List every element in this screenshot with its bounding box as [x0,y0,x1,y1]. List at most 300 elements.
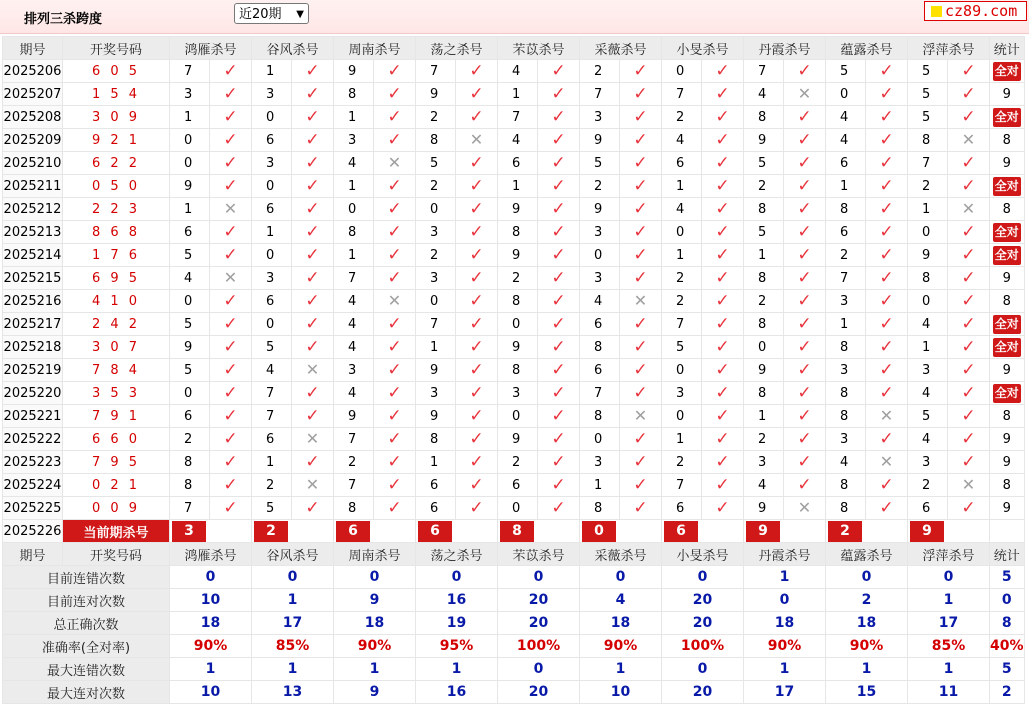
stat-count: 9 [1002,155,1011,171]
table-row [3,382,1025,405]
draw-number: 6 2 2 [63,152,170,175]
kill-value: 4 [580,290,620,313]
kill-value: 7 [252,382,292,405]
check-icon: ✓ [469,382,484,403]
check-icon: ✓ [797,152,812,173]
kill-value: 9 [416,83,456,106]
kill-value: 6 [252,198,292,221]
current-kill [662,520,744,543]
result-mark [620,451,662,474]
check-icon: ✓ [961,152,976,173]
kill-value: 6 [252,129,292,152]
stat-count: 8 [1002,201,1011,217]
result-mark [210,405,252,428]
kill-value: 2 [908,175,948,198]
result-mark [702,267,744,290]
table-row [3,497,1025,520]
result-mark [538,198,580,221]
kill-value: 3 [170,83,210,106]
result-mark [538,382,580,405]
stats-value: 16 [416,589,498,612]
stats-value: 85% [908,635,990,658]
stats-value: 1 [334,658,416,681]
kill-value: 4 [908,382,948,405]
kill-value: 4 [826,106,866,129]
check-icon: ✓ [961,336,976,357]
stats-label: 目前连错次数 [3,566,170,589]
check-icon: ✓ [797,474,812,495]
stats-value: 18 [580,612,662,635]
kill-value: 7 [580,382,620,405]
check-icon: ✓ [715,152,730,173]
issue-number: 2025223 [3,451,63,474]
check-icon: ✓ [879,267,894,288]
kill-value: 1 [416,336,456,359]
check-icon: ✓ [633,129,648,150]
result-mark [784,382,826,405]
check-icon: ✓ [305,83,320,104]
check-icon: ✓ [797,428,812,449]
kill-value: 5 [252,336,292,359]
stats-value: 0 [908,566,990,589]
stats-value: 1 [252,589,334,612]
kill-value: 3 [580,267,620,290]
stats-value: 1 [416,658,498,681]
kill-value: 0 [170,129,210,152]
row-stat [990,497,1025,520]
header-col-1: 开奖号码 [63,37,170,60]
kill-value: 5 [416,152,456,175]
result-mark [702,221,744,244]
check-icon: ✓ [387,451,402,472]
check-icon: ✓ [961,405,976,426]
check-icon: ✓ [715,382,730,403]
kill-value: 3 [580,451,620,474]
result-mark [620,221,662,244]
result-mark [784,198,826,221]
result-mark [210,221,252,244]
current-kill [826,520,908,543]
check-icon: ✓ [961,244,976,265]
check-icon: ✓ [469,451,484,472]
header2-col-8: 小旻杀号 [662,543,744,566]
kill-value: 8 [498,290,538,313]
check-icon: ✓ [305,290,320,311]
kill-value: 3 [662,382,702,405]
result-mark [210,267,252,290]
result-mark [784,451,826,474]
kill-value: 1 [662,175,702,198]
header-col-11: 浮萍杀号 [908,37,990,60]
all-correct-badge: 全对 [993,223,1021,242]
check-icon: ✓ [551,405,566,426]
kill-value: 7 [334,474,374,497]
header-col-6: 芣苡杀号 [498,37,580,60]
kill-value: 8 [744,313,784,336]
kill-value: 2 [662,267,702,290]
check-icon: ✓ [551,336,566,357]
kill-value: 7 [662,83,702,106]
result-mark [866,221,908,244]
check-icon: ✓ [879,152,894,173]
logo-square-icon [931,6,942,17]
stats-value: 20 [498,589,580,612]
header2-col-0: 期号 [3,543,63,566]
table-row [3,175,1025,198]
kill-value: 1 [252,221,292,244]
result-mark [456,175,498,198]
draw-number: 7 8 4 [63,359,170,382]
kill-value: 7 [662,474,702,497]
stats-value: 90% [334,635,416,658]
header2-col-10: 蕴露杀号 [826,543,908,566]
result-mark [948,60,990,83]
kill-value: 8 [826,474,866,497]
result-mark [456,221,498,244]
check-icon: ✓ [305,129,320,150]
row-stat [990,221,1025,244]
check-icon: ✓ [223,497,238,518]
result-mark [620,244,662,267]
stats-value: 95% [416,635,498,658]
result-mark [702,83,744,106]
draw-number: 6 6 0 [63,428,170,451]
issue-number: 2025206 [3,60,63,83]
row-stat [990,152,1025,175]
result-mark [538,221,580,244]
header2-col-2: 鸿雁杀号 [170,543,252,566]
table-row [3,60,1025,83]
check-icon: ✓ [879,129,894,150]
row-stat [990,451,1025,474]
stats-value: 1 [580,658,662,681]
kill-value: 8 [908,267,948,290]
kill-value: 6 [662,152,702,175]
kill-value: 4 [662,198,702,221]
result-mark [374,336,416,359]
check-icon: ✓ [469,221,484,242]
check-icon: ✓ [387,83,402,104]
kill-value: 2 [744,428,784,451]
stats-value: 1 [826,658,908,681]
issue-number: 2025219 [3,359,63,382]
current-kill [252,520,334,543]
stats-value: 1 [744,566,826,589]
kill-value: 2 [744,290,784,313]
result-mark [784,221,826,244]
header2-col-7: 采薇杀号 [580,543,662,566]
table-row [3,336,1025,359]
check-icon: ✓ [961,313,976,334]
check-icon: ✓ [223,290,238,311]
result-mark [456,382,498,405]
kill-value: 2 [662,290,702,313]
current-kill-value: 0 [582,521,616,542]
header2-col-3: 谷风杀号 [252,543,334,566]
kill-value: 4 [662,129,702,152]
top-bar [0,0,1029,34]
result-mark [374,359,416,382]
cross-icon: ✕ [961,129,976,149]
result-mark [620,313,662,336]
result-mark [784,359,826,382]
stats-row [3,612,1025,635]
kill-value: 8 [416,129,456,152]
kill-value: 4 [826,129,866,152]
kill-value: 6 [252,428,292,451]
stats-value: 90% [826,635,908,658]
current-row [3,520,1025,543]
kill-value: 2 [416,106,456,129]
row-stat [990,83,1025,106]
result-mark [292,83,334,106]
check-icon: ✓ [223,152,238,173]
kill-value: 1 [170,106,210,129]
header-col-10: 蕴露杀号 [826,37,908,60]
draw-number: 7 9 5 [63,451,170,474]
kill-value: 1 [744,244,784,267]
result-mark [456,359,498,382]
check-icon: ✓ [387,336,402,357]
table-row [3,474,1025,497]
cross-icon: ✕ [633,405,648,425]
kill-value: 7 [170,60,210,83]
check-icon: ✓ [551,198,566,219]
check-icon: ✓ [715,336,730,357]
check-icon: ✓ [797,106,812,127]
check-icon: ✓ [387,60,402,81]
stats-value: 16 [416,681,498,704]
page-title: 排列三杀跨度 [24,12,103,27]
kill-value: 9 [908,244,948,267]
kill-value: 8 [744,106,784,129]
check-icon: ✓ [715,60,730,81]
result-mark [210,428,252,451]
stats-label: 目前连对次数 [3,589,170,612]
stats-value: 17 [252,612,334,635]
kill-value: 3 [416,221,456,244]
kill-value: 5 [662,336,702,359]
check-icon: ✓ [469,428,484,449]
check-icon: ✓ [305,175,320,196]
stats-value: 18 [170,612,252,635]
check-icon: ✓ [879,244,894,265]
result-mark [538,60,580,83]
kill-value: 8 [170,474,210,497]
check-icon: ✓ [223,382,238,403]
table-row [3,267,1025,290]
check-icon: ✓ [715,428,730,449]
all-correct-badge: 全对 [993,108,1021,127]
check-icon: ✓ [551,244,566,265]
table-row [3,83,1025,106]
result-mark [538,244,580,267]
row-stat [990,382,1025,405]
kill-value: 0 [252,175,292,198]
kill-value: 7 [416,313,456,336]
stats-value: 19 [416,612,498,635]
header2-col-12: 统计 [990,543,1025,566]
draw-number: 3 5 3 [63,382,170,405]
check-icon: ✓ [633,359,648,380]
current-kill-value: 9 [746,521,780,542]
result-mark [620,474,662,497]
check-icon: ✓ [879,221,894,242]
result-mark [702,175,744,198]
kill-value: 4 [334,336,374,359]
kill-value: 9 [498,428,538,451]
kill-value: 8 [826,198,866,221]
kill-value: 3 [498,382,538,405]
kill-value: 1 [826,313,866,336]
check-icon: ✓ [633,474,648,495]
kill-value: 4 [908,313,948,336]
issue-number: 2025217 [3,313,63,336]
kill-value: 6 [826,152,866,175]
kill-value: 5 [744,221,784,244]
result-mark [866,60,908,83]
kill-value: 9 [498,336,538,359]
check-icon: ✓ [797,313,812,334]
result-mark [702,198,744,221]
stat-count: 9 [1002,500,1011,516]
check-icon: ✓ [551,221,566,242]
issue-number: 2025210 [3,152,63,175]
result-mark [784,336,826,359]
check-icon: ✓ [469,474,484,495]
kill-value: 8 [334,83,374,106]
stat-count: 8 [1002,477,1011,493]
kill-value: 4 [908,428,948,451]
check-icon: ✓ [715,221,730,242]
issue-number: 2025213 [3,221,63,244]
result-mark [374,83,416,106]
stats-row [3,635,1025,658]
kill-value: 8 [580,405,620,428]
result-mark [210,83,252,106]
stats-value: 1 [908,589,990,612]
row-stat [990,106,1025,129]
check-icon: ✓ [715,290,730,311]
draw-number: 1 5 4 [63,83,170,106]
row-stat [990,129,1025,152]
result-mark [456,152,498,175]
result-mark [456,83,498,106]
kill-value: 5 [908,106,948,129]
check-icon: ✓ [633,198,648,219]
kill-value: 0 [580,428,620,451]
result-mark [210,152,252,175]
kill-value: 2 [498,451,538,474]
check-icon: ✓ [387,106,402,127]
check-icon: ✓ [879,336,894,357]
stats-value: 4 [580,589,662,612]
check-icon: ✓ [469,497,484,518]
kill-value: 6 [498,152,538,175]
kill-value: 7 [334,428,374,451]
check-icon: ✓ [797,129,812,150]
result-mark [374,221,416,244]
kill-value: 5 [908,405,948,428]
kill-value: 0 [662,221,702,244]
site-logo[interactable] [924,1,1027,21]
check-icon: ✓ [797,221,812,242]
result-mark [948,313,990,336]
stats-value: 9 [334,589,416,612]
kill-value: 1 [498,175,538,198]
stats-value: 0 [662,566,744,589]
kill-value: 0 [170,290,210,313]
stats-value: 0 [498,658,580,681]
row-stat [990,313,1025,336]
stats-value: 10 [170,589,252,612]
result-mark [702,497,744,520]
result-mark [702,405,744,428]
check-icon: ✓ [797,290,812,311]
kill-value: 9 [498,244,538,267]
result-mark [538,451,580,474]
check-icon: ✓ [469,106,484,127]
result-mark [374,198,416,221]
all-correct-badge: 全对 [993,246,1021,265]
stats-value: 40% [990,635,1025,658]
kill-value: 7 [498,106,538,129]
kill-value: 4 [170,267,210,290]
result-mark [702,152,744,175]
result-mark [620,497,662,520]
draw-number: 9 2 1 [63,129,170,152]
row-stat [990,359,1025,382]
header-col-0: 期号 [3,37,63,60]
result-mark [866,405,908,428]
result-mark [948,244,990,267]
check-icon: ✓ [551,497,566,518]
stats-value: 11 [908,681,990,704]
stats-label: 总正确次数 [3,612,170,635]
kill-value: 4 [498,60,538,83]
result-mark [866,290,908,313]
check-icon: ✓ [961,175,976,196]
kill-value: 3 [334,129,374,152]
check-icon: ✓ [633,175,648,196]
result-mark [620,359,662,382]
stat-count: 9 [1002,362,1011,378]
kill-value: 8 [170,451,210,474]
result-mark [784,129,826,152]
kill-value: 0 [662,405,702,428]
kill-value: 3 [416,382,456,405]
stats-value: 90% [580,635,662,658]
result-mark [292,290,334,313]
period-select[interactable] [234,3,309,24]
check-icon: ✓ [961,267,976,288]
check-icon: ✓ [715,474,730,495]
table-row [3,106,1025,129]
result-mark [292,221,334,244]
result-mark [620,152,662,175]
check-icon: ✓ [633,451,648,472]
check-icon: ✓ [223,60,238,81]
result-mark [374,451,416,474]
current-kill-value: 9 [910,521,944,542]
check-icon: ✓ [797,244,812,265]
check-icon: ✓ [469,359,484,380]
stats-value: 5 [990,566,1025,589]
issue-number: 2025221 [3,405,63,428]
check-icon: ✓ [961,83,976,104]
check-icon: ✓ [961,428,976,449]
result-mark [866,336,908,359]
